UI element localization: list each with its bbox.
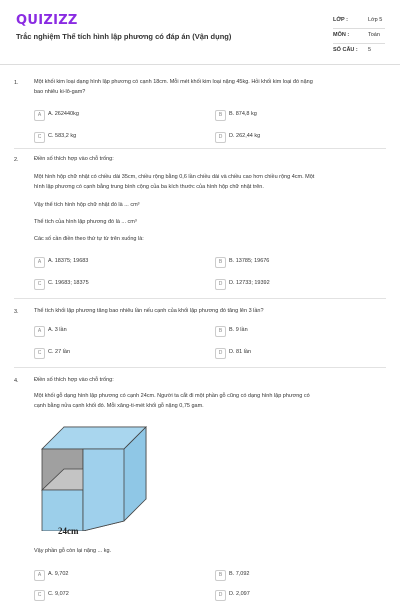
option-label: D. 81 lần [229, 349, 252, 355]
body-line: Một khối gỗ dạng hình lập phương có cạnh 24cm. Người ta cắt đi một phần gỗ cũng có dạng hình lập phương có [34, 393, 310, 399]
subject-label: MÔN : [333, 32, 350, 38]
question-number: 3. [14, 309, 19, 315]
option-letter: D [215, 279, 226, 290]
question-text [34, 77, 386, 97]
page-title: Trắc nghiệm Thể tích hình lập phương có đáp án (Vận dụng) [16, 32, 232, 41]
option-letter: D [215, 132, 226, 143]
body-line: cạnh bằng nửa cạnh khối đó. Mỗi xăng-ti-mét khối gỗ nặng 0,75 gam. [34, 403, 204, 409]
option-letter: D [215, 590, 226, 601]
question-divider [14, 367, 386, 368]
body-line: Vậy phần gỗ còn lại nặng ... kg. [34, 548, 112, 554]
option-label: B. 13785; 19676 [229, 258, 270, 264]
body-line: Vậy thể tích hình hộp chữ nhật đó là ... cm³ [34, 202, 140, 208]
option-label: A. 3 lần [48, 327, 67, 333]
option-label: C. 27 lần [48, 349, 71, 355]
meta-divider [333, 43, 385, 44]
cube-front-right-face [83, 449, 124, 531]
option-label: B. 874,8 kg [229, 111, 257, 117]
question-number: 2. [14, 157, 19, 163]
question-text: Điền số thích hợp vào chỗ trống: [34, 377, 114, 383]
option-letter: A [34, 257, 45, 268]
question-text: Điền số thích hợp vào chỗ trống: [34, 156, 114, 162]
option-label: C. 583,2 kg [48, 133, 77, 139]
cut-cube-figure [34, 419, 154, 531]
class-value: Lớp 5 [368, 17, 383, 23]
option-letter: C [34, 279, 45, 290]
question-body [34, 391, 386, 411]
meta-divider [333, 28, 385, 29]
option-label: C. 9,072 [48, 591, 69, 597]
option-letter: A [34, 326, 45, 337]
option-letter: B [215, 257, 226, 268]
option-label: A. 18375; 19683 [48, 258, 89, 264]
question-body [34, 172, 386, 192]
question-divider [14, 148, 386, 149]
count-value: 5 [368, 47, 372, 53]
option-label: D. 12733; 19392 [229, 280, 270, 286]
page-header [0, 0, 400, 65]
option-letter: B [215, 326, 226, 337]
body-line: Một hình hộp chữ nhật có chiều dài 35cm, chiều rộng bằng 0,6 lần chiều dài và chiều cao hơn chiều rộng 4cm. Một [34, 174, 315, 180]
class-label: LỚP : [333, 17, 348, 23]
question-number: 1. [14, 80, 19, 86]
subject-value: Toán [368, 32, 380, 38]
option-label: C. 19683; 18375 [48, 280, 89, 286]
option-label: A. 9,702 [48, 571, 69, 577]
option-letter: A [34, 110, 45, 121]
quizizz-logo: QUIZIZZ [16, 13, 78, 28]
option-label: D. 262,44 kg [229, 133, 261, 139]
option-letter: D [215, 348, 226, 359]
body-line: hình lập phương có cạnh bằng trung bình cộng của ba kích thước của hình hộp chữ nhật trên. [34, 184, 264, 190]
option-letter: B [215, 570, 226, 581]
count-label: SỐ CÂU : [333, 47, 358, 53]
question-text: Thể tích khối lập phương tăng bao nhiêu lần nếu cạnh của khối lập phương đó tăng lên 3 lần? [34, 308, 264, 314]
option-letter: C [34, 132, 45, 143]
option-letter: B [215, 110, 226, 121]
body-line: Các số cần điền theo thứ tự từ trên xuống là: [34, 236, 144, 242]
figure-caption: 24cm [58, 526, 79, 536]
option-label: B. 9 lần [229, 327, 248, 333]
cube-front-face [42, 490, 83, 531]
option-label: B. 7,092 [229, 571, 250, 577]
option-letter: C [34, 590, 45, 601]
question-line: Một khối kim loại dạng hình lập phương có cạnh 18cm. Mỗi mét khối kim loại nặng 45kg. Hỏi khối kim loại đó nặng [34, 79, 313, 85]
option-label: A. 262440kg [48, 111, 79, 117]
question-line: bao nhiêu ki-lô-gam? [34, 89, 86, 95]
option-letter: A [34, 570, 45, 581]
option-letter: C [34, 348, 45, 359]
body-line: Thể tích của hình lập phương đó là ... cm³ [34, 219, 137, 225]
option-label: D. 2,097 [229, 591, 250, 597]
question-divider [14, 298, 386, 299]
question-number: 4. [14, 378, 19, 384]
